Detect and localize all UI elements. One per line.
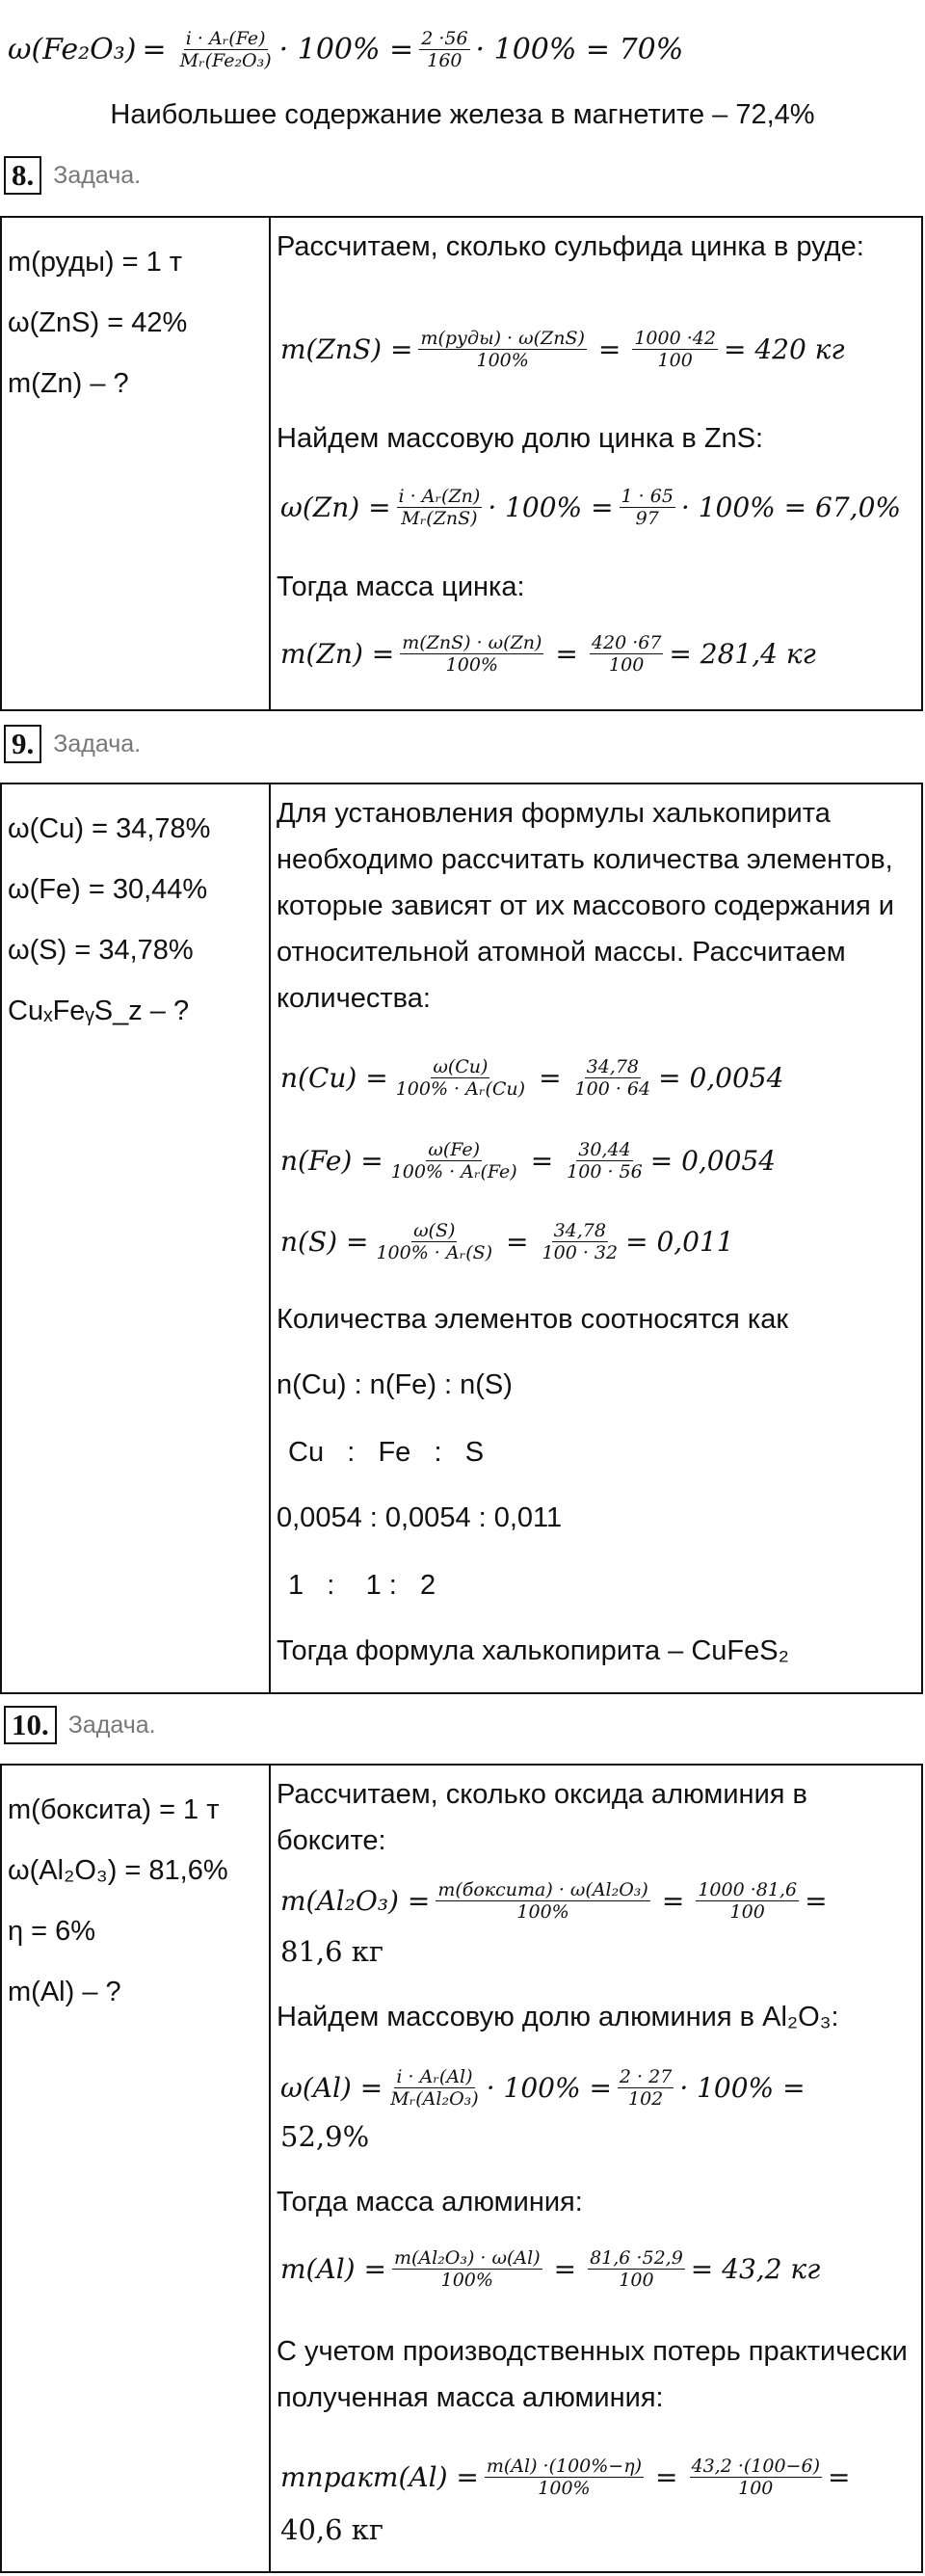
problem-10-table: [0, 1764, 923, 2573]
formula-tail: 81,6 кг: [280, 1935, 384, 1968]
problem-number: 9.: [4, 725, 41, 763]
solution-text: Тогда формула халькопирита – CuFeS₂: [277, 1635, 789, 1666]
problem-number: 10.: [4, 1706, 57, 1744]
conclusion-text: Наибольшее содержание железа в магнетите – 72,4%: [110, 99, 815, 130]
intro-formula: ω(Fe₂O₃) = $\frac{\text{i · Aᵣ(Fe)}}{\text{Mᵣ(Fe₂O₃)}}$ · 100% = $\frac{2 \cdot 56}{160}$ · 100% = 70%: [8, 27, 684, 71]
formula: m(Zn) = $\frac{\text{m(ZnS) · ω(Zn)}}{100\%}$ = $\frac{420 \cdot 67}{100}$ = 281,4 кг: [280, 631, 816, 676]
solution-text: Рассчитаем, сколько оксида алюминия в боксите:: [277, 1779, 807, 1856]
solution-text: С учетом производственных потерь практически полученная масса алюминия:: [277, 2336, 908, 2413]
given-item: CuₓFeᵧS_z – ?: [8, 996, 190, 1026]
solution-text: Для установления формулы халькопирита необходимо рассчитать количества элементов, которые зависят от их массового содержания и относительной атомной массы. Рассчитаем количества:: [277, 798, 894, 1014]
solution-text: Рассчитаем, сколько сульфида цинка в руде:: [277, 231, 864, 262]
solution-text: Найдем массовую долю цинка в ZnS:: [277, 423, 764, 454]
given-item: ω(S) = 34,78%: [8, 935, 194, 966]
formula: m(ZnS) = $\frac{\text{m(руды) · ω(ZnS)}}{100\%}$ = $\frac{1000 \cdot 42}{100}$ = 420 кг: [280, 327, 845, 371]
formula: mпракт(Al) = $\frac{m(Al) \cdot(100\%-\eta)}{100\%}$ = $\frac{43,2 \cdot(100-6)}{100}$ =: [280, 2455, 851, 2499]
formula: ω(Zn) = $\frac{\text{i · Aᵣ(Zn)}}{\text{Mᵣ(ZnS)}}$ · 100% = $\frac{1 \cdot 65}{97}$ · 100% = 67,0%: [280, 485, 901, 529]
formula: m(Al) = $\frac{\text{m(Al₂O₃) · ω(Al)}}{100\%}$ = $\frac{81,6 \cdot 52,9}{100}$ = 43,2 кг: [280, 2246, 821, 2291]
problem-9-heading: [4, 725, 141, 763]
given-item: m(Zn) – ?: [8, 368, 129, 399]
problem-9-table: [0, 783, 923, 1694]
formula: n(Fe) = $\frac{\omega(Fe)}{\text{100\% · Aᵣ(Fe)}}$ = $\frac{30,44}{100 \cdot 56}$ = 0,0054: [280, 1138, 777, 1182]
given-cell: [1, 1765, 270, 2572]
formula: ω(Al) = $\frac{\text{i · Aᵣ(Al)}}{\text{Mᵣ(Al₂O₃)}}$ · 100% = $\frac{2 \cdot 27}{102}$ · 100% =: [280, 2065, 806, 2110]
problem-8-table: [0, 216, 923, 711]
problem-label: Задача.: [53, 161, 142, 189]
fraction: $\frac{2 \cdot 56}{160}$: [421, 27, 468, 71]
solution-text: Тогда масса цинка:: [277, 571, 525, 602]
formula: m(Al₂O₃) = $\frac{\text{m(боксита) · ω(Al₂O₃)}}{100\%}$ = $\frac{1000 \cdot 81,6}{100}$ =: [280, 1878, 828, 1923]
given-cell: [1, 217, 270, 710]
ratio-line: n(Cu) : n(Fe) : n(S): [277, 1369, 513, 1400]
ratio-line: Cu : Fe : S: [288, 1437, 485, 1468]
given-item: ω(ZnS) = 42%: [8, 307, 188, 338]
solution-cell: [270, 217, 922, 710]
solution-cell: [270, 783, 922, 1693]
ratio-line: 1 : 1 : 2: [288, 1570, 436, 1601]
formula-lhs: ω(Fe₂O₃): [8, 32, 137, 66]
fraction: $\frac{\text{i · Aᵣ(Fe)}}{\text{Mᵣ(Fe₂O₃)}}$: [179, 27, 272, 71]
given-item: ω(Al₂O₃) = 81,6%: [8, 1855, 228, 1886]
problem-label: Задача.: [67, 1711, 156, 1739]
given-item: ω(Fe) = 30,44%: [8, 874, 208, 905]
given-item: m(боксита) = 1 т: [8, 1794, 220, 1825]
formula-tail: 52,9%: [280, 2120, 370, 2153]
formula: n(S) = $\frac{\omega(S)}{\text{100\% · Aᵣ(S)}}$ = $\frac{34,78}{100 \cdot 32}$ = 0,011: [280, 1219, 734, 1263]
solution-text: Найдем массовую долю алюминия в Al₂O₃:: [277, 2002, 839, 2032]
given-item: η = 6%: [8, 1916, 96, 1947]
given-item: m(руды) = 1 т: [8, 247, 183, 278]
ratio-line: 0,0054 : 0,0054 : 0,011: [277, 1502, 563, 1533]
given-item: m(Al) – ?: [8, 1977, 121, 2007]
formula-tail: 40,6 кг: [280, 2513, 384, 2546]
solution-cell: [270, 1765, 922, 2572]
given-item: ω(Cu) = 34,78%: [8, 813, 211, 844]
problem-8-heading: [4, 156, 141, 195]
problem-10-heading: [4, 1706, 156, 1744]
formula: n(Cu) = $\frac{\omega(Cu)}{\text{100\% · Aᵣ(Cu)}}$ = $\frac{34,78}{100 \cdot 64}$ = 0,0054: [280, 1055, 784, 1100]
given-cell: [1, 783, 270, 1693]
solution-text: Количества элементов соотносятся как: [277, 1304, 789, 1335]
problem-number: 8.: [4, 156, 41, 195]
solution-text: Тогда масса алюминия:: [277, 2187, 583, 2217]
problem-label: Задача.: [53, 730, 142, 757]
